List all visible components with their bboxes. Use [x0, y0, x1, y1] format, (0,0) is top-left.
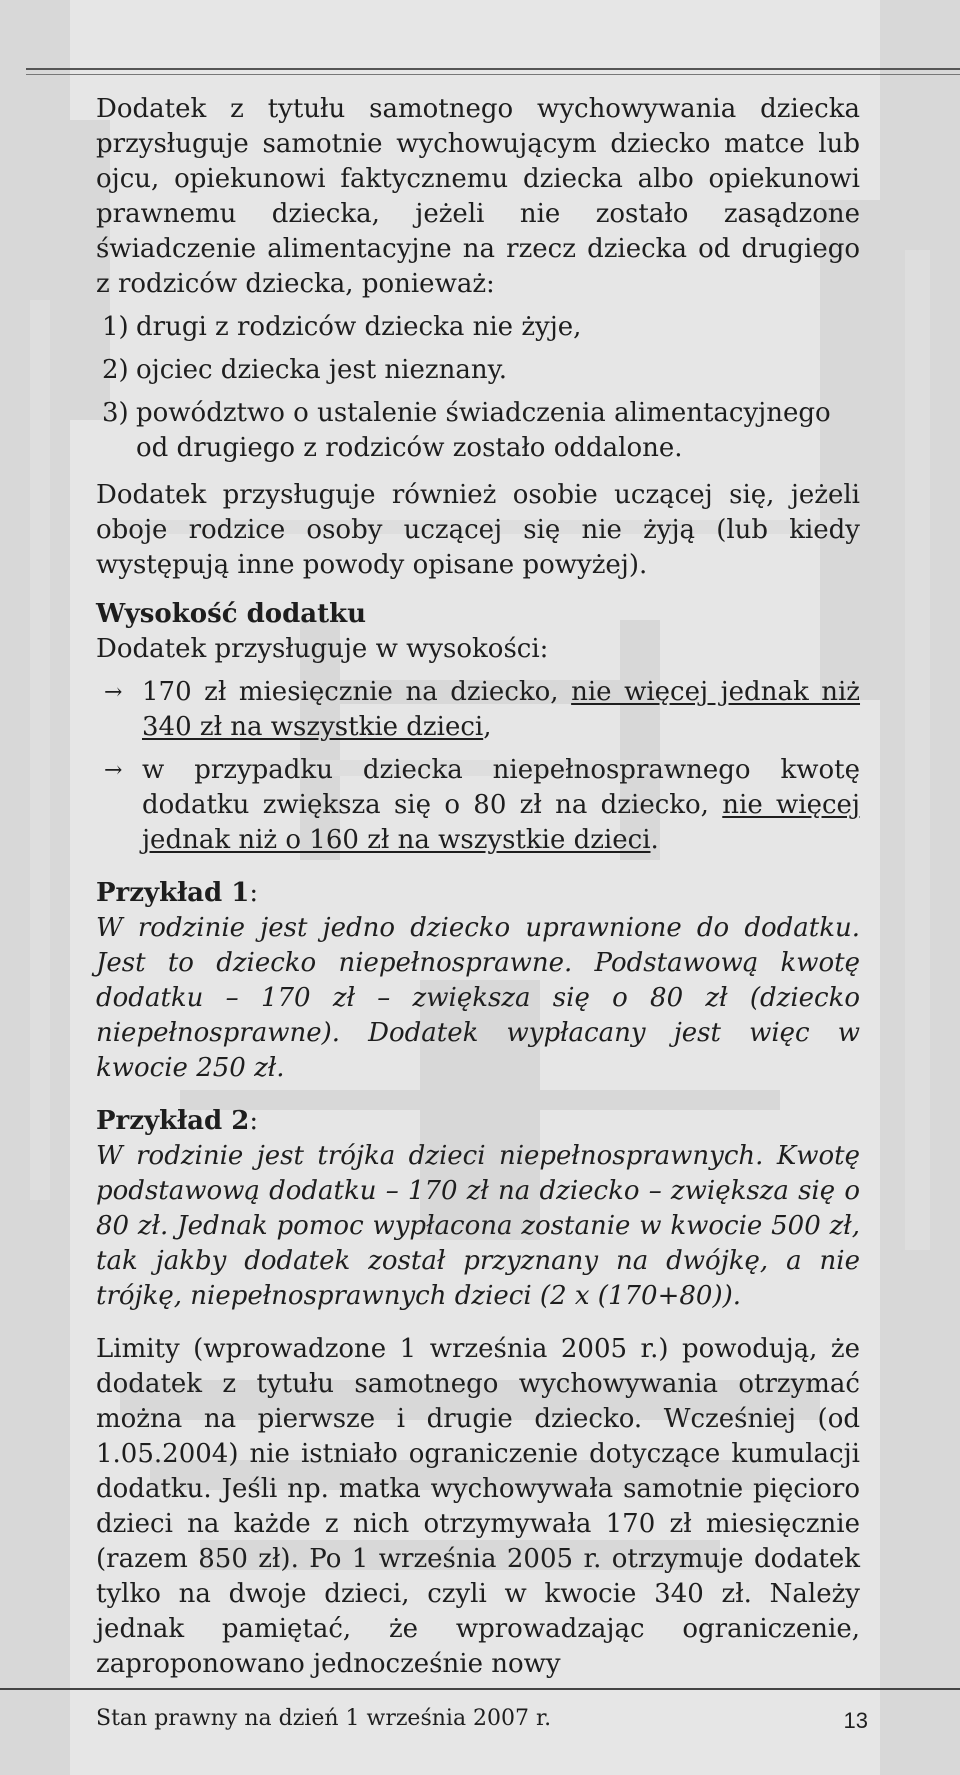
amount-lead: Dodatek przysługuje w wysokości:	[96, 634, 549, 664]
list-item	[96, 753, 860, 858]
list-item-number: 3)	[102, 398, 129, 428]
list-item-text: powództwo o ustalenie świadczenia alimentacyjnego od drugiego z rodziców zostało oddalone.	[136, 398, 831, 463]
amount-disabled-limit: nie więcej jednak niż o 160 zł na wszystkie dzieci	[142, 790, 860, 855]
example-1-colon: :	[249, 878, 259, 908]
arrow-right-icon: →	[104, 680, 123, 705]
punctuation: .	[650, 825, 659, 855]
list-item-text: drugi z rodziców dziecka nie żyje,	[136, 312, 582, 342]
page-number: 13	[843, 1708, 868, 1733]
example-2-title: Przykład 2	[96, 1106, 250, 1136]
top-rule-thin	[26, 74, 960, 75]
amount-disabled-text: w przypadku dziecka niepełnosprawnego kwotę dodatku zwiększa się o 80 zł na dziecko,	[142, 755, 860, 820]
footer-legal-state: Stan prawny na dzień 1 września 2007 r.	[96, 1706, 552, 1731]
limits-paragraph: Limity (wprowadzone 1 września 2005 r.) powodują, że dodatek z tytułu samotnego wychowywania otrzymać można na pierwsze i drugie dziecko. Wcześniej (od 1.05.2004) nie istniało ograniczenie dotyczące kumulacji dodatku. Jeśli np. matka wychowywała samotnie pięcioro dzieci na każde z nich otrzymywała 170 zł miesięcznie (razem 850 zł). Po 1 września 2005 r. otrzymuje dodatek tylko na dwoje dzieci, czyli w kwocie 340 zł. Należy jednak pamiętać, że wprowadzając ograniczenie, zaproponowano jednocześnie nowy	[96, 1334, 860, 1679]
list-item	[96, 675, 860, 745]
example-2-heading	[96, 1104, 860, 1139]
list-item-text: ojciec dziecka jest nieznany.	[136, 355, 508, 385]
list-item-number: 2)	[102, 355, 129, 385]
list-item-number: 1)	[102, 312, 129, 342]
example-2-text: W rodzinie jest trójka dzieci niepełnosprawnych. Kwotę podstawową dodatku – 170 zł na dziecko – zwiększa się o 80 zł. Jednak pomoc wypłacona zostanie w kwocie 500 zł, tak jakby dodatek został przyznany na dwójkę, a nie trójkę, niepełnosprawnych dzieci (2 x (170+80)).	[96, 1141, 860, 1311]
list-item-text	[142, 675, 860, 745]
punctuation: ,	[483, 712, 492, 742]
list-item	[96, 353, 860, 388]
amount-list	[96, 675, 860, 858]
amount-base-text: 170 zł miesięcznie na dziecko,	[142, 677, 572, 707]
list-item	[96, 310, 860, 345]
example-1-heading	[96, 876, 860, 911]
arrow-right-icon: →	[104, 758, 123, 783]
intro-paragraph: Dodatek z tytułu samotnego wychowywania dziecka przysługuje samotnie wychowującym dziecko matce lub ojcu, opiekunowi faktycznemu dziecka albo opiekunowi prawnemu dziecka, jeżeli nie zostało zasądzone świadczenie alimentacyjne na rzecz dziecka od drugiego z rodziców dziecka, ponieważ:	[96, 94, 860, 299]
main-content	[96, 92, 860, 1682]
example-1-text: W rodzinie jest jedno dziecko uprawnione do dodatku. Jest to dziecko niepełnosprawne. Podstawową kwotę dodatku – 170 zł – zwiększa się o 80 zł (dziecko niepełnosprawne). Dodatek wypłacany jest więc w kwocie 250 zł.	[96, 913, 860, 1083]
list-item-text	[142, 753, 860, 858]
bottom-rule	[0, 1688, 960, 1690]
list-item	[96, 396, 860, 466]
amount-base-limit: nie więcej jednak niż 340 zł na wszystkie dzieci	[142, 677, 861, 742]
top-rule	[26, 68, 960, 70]
reasons-list	[96, 310, 860, 466]
example-2-colon: :	[249, 1106, 259, 1136]
example-1-title: Przykład 1	[96, 878, 250, 908]
section-heading-amount: Wysokość dodatku	[96, 599, 367, 629]
also-paragraph: Dodatek przysługuje również osobie uczącej się, jeżeli oboje rodzice osoby uczącej się nie żyją (lub kiedy występują inne powody opisane powyżej).	[96, 480, 860, 580]
